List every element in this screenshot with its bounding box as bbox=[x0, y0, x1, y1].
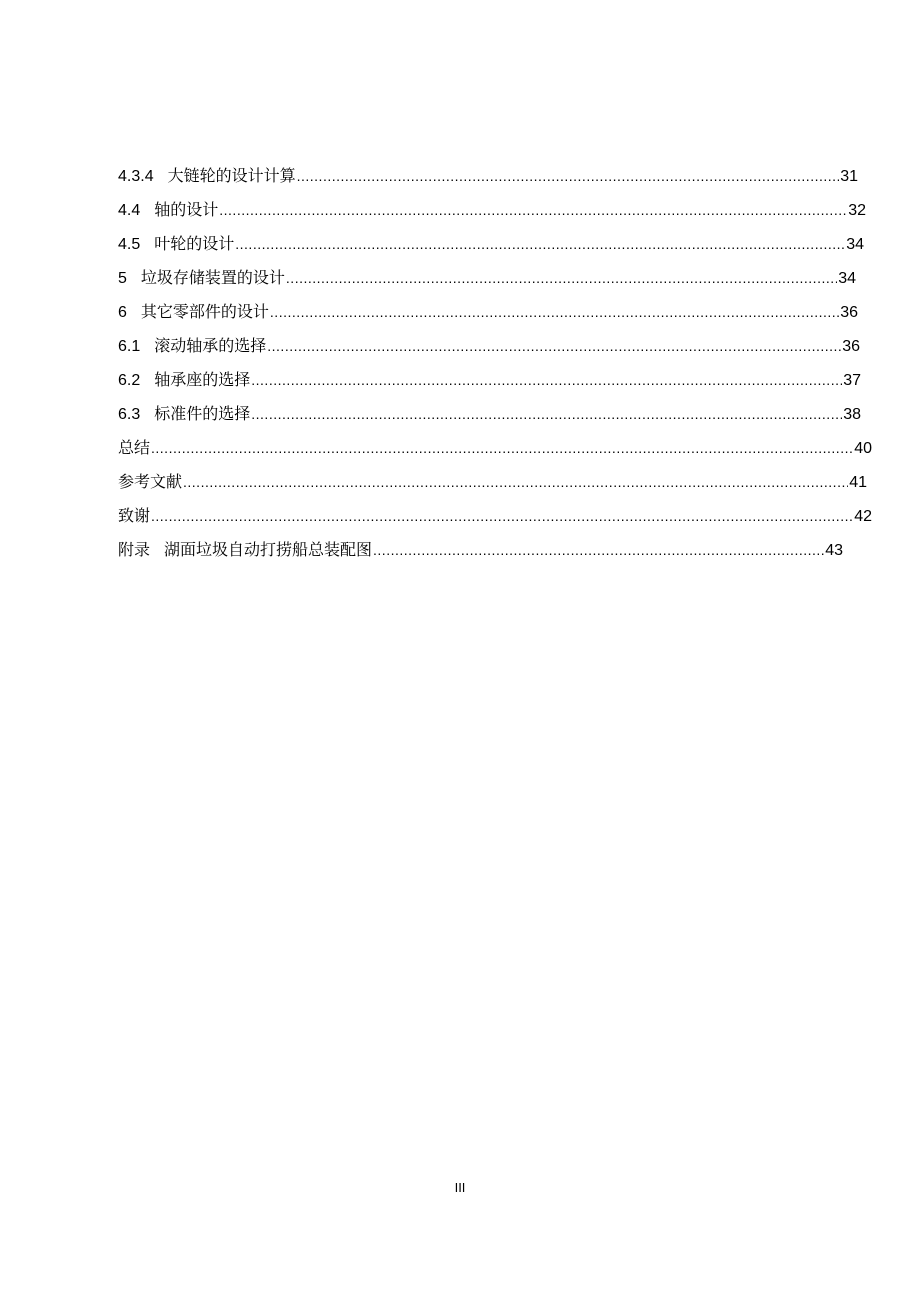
toc-entry-title: 大链轮的设计计算 bbox=[167, 166, 296, 185]
toc-entry-title: 叶轮的设计 bbox=[154, 234, 235, 253]
toc-entry-title: 滚动轴承的选择 bbox=[154, 336, 267, 355]
toc-entry[interactable] bbox=[118, 397, 861, 431]
toc-entry-title: 标准件的选择 bbox=[154, 404, 251, 423]
toc-dot-leader bbox=[151, 431, 853, 465]
toc-entry-number: 6.2 bbox=[118, 372, 141, 389]
toc-entry-title: 轴的设计 bbox=[154, 200, 219, 219]
toc-entry-title: 参考文献 bbox=[118, 472, 183, 491]
page-number: III bbox=[454, 1180, 466, 1195]
toc-entry-page: 38 bbox=[843, 406, 861, 423]
toc-entry-number: 5 bbox=[118, 270, 127, 287]
toc-dot-leader bbox=[235, 227, 845, 261]
toc-entry-title: 其它零部件的设计 bbox=[140, 302, 269, 321]
toc-entry[interactable] bbox=[118, 499, 872, 533]
toc-entry-page: 40 bbox=[854, 440, 872, 457]
toc-entry-page: 36 bbox=[840, 304, 858, 321]
toc-entry[interactable] bbox=[118, 465, 867, 499]
toc-entry-number: 4.3.4 bbox=[118, 168, 154, 185]
toc-entry[interactable] bbox=[118, 227, 864, 261]
toc-dot-leader bbox=[270, 295, 839, 329]
toc-entry-title: 致谢 bbox=[118, 506, 151, 525]
toc-entry-page: 31 bbox=[840, 168, 858, 185]
toc-entry-number: 4.4 bbox=[118, 202, 141, 219]
toc-dot-leader bbox=[373, 533, 824, 567]
toc-entry-page: 42 bbox=[854, 508, 872, 525]
toc-entry[interactable] bbox=[118, 159, 858, 193]
toc-entry-page: 34 bbox=[846, 236, 864, 253]
toc-entry-number: 4.5 bbox=[118, 236, 141, 253]
toc-entry[interactable] bbox=[118, 261, 856, 295]
toc-entry-page: 34 bbox=[838, 270, 856, 287]
toc-entry[interactable] bbox=[118, 431, 872, 465]
toc-entry-page: 41 bbox=[849, 474, 867, 491]
toc-entry-page: 32 bbox=[848, 202, 866, 219]
toc-entry-title: 总结 bbox=[118, 438, 151, 457]
toc-entry[interactable] bbox=[118, 533, 843, 567]
toc-dot-leader bbox=[183, 465, 848, 499]
toc-dot-leader bbox=[297, 159, 840, 193]
toc-dot-leader bbox=[286, 261, 837, 295]
toc-entry-title: 轴承座的选择 bbox=[154, 370, 251, 389]
toc-entry-page: 43 bbox=[825, 542, 843, 559]
toc-entry-title: 垃圾存储装置的设计 bbox=[140, 268, 285, 287]
toc-entry[interactable] bbox=[118, 295, 858, 329]
toc-dot-leader bbox=[219, 193, 847, 227]
toc-entry[interactable] bbox=[118, 193, 866, 227]
toc-dot-leader bbox=[251, 363, 842, 397]
toc-entry-number: 6.1 bbox=[118, 338, 141, 355]
toc-entry-page: 36 bbox=[842, 338, 860, 355]
toc-entry[interactable] bbox=[118, 329, 860, 363]
toc-dot-leader bbox=[251, 397, 842, 431]
toc-entry-page: 37 bbox=[843, 372, 861, 389]
toc-dot-leader bbox=[151, 499, 853, 533]
toc-entry-title: 湖面垃圾自动打捞船总装配图 bbox=[164, 540, 373, 559]
table-of-contents bbox=[118, 159, 878, 567]
toc-dot-leader bbox=[267, 329, 841, 363]
toc-entry-number: 6 bbox=[118, 304, 127, 321]
toc-entry-number: 附录 bbox=[118, 540, 151, 559]
toc-entry-number: 6.3 bbox=[118, 406, 141, 423]
toc-entry[interactable] bbox=[118, 363, 861, 397]
